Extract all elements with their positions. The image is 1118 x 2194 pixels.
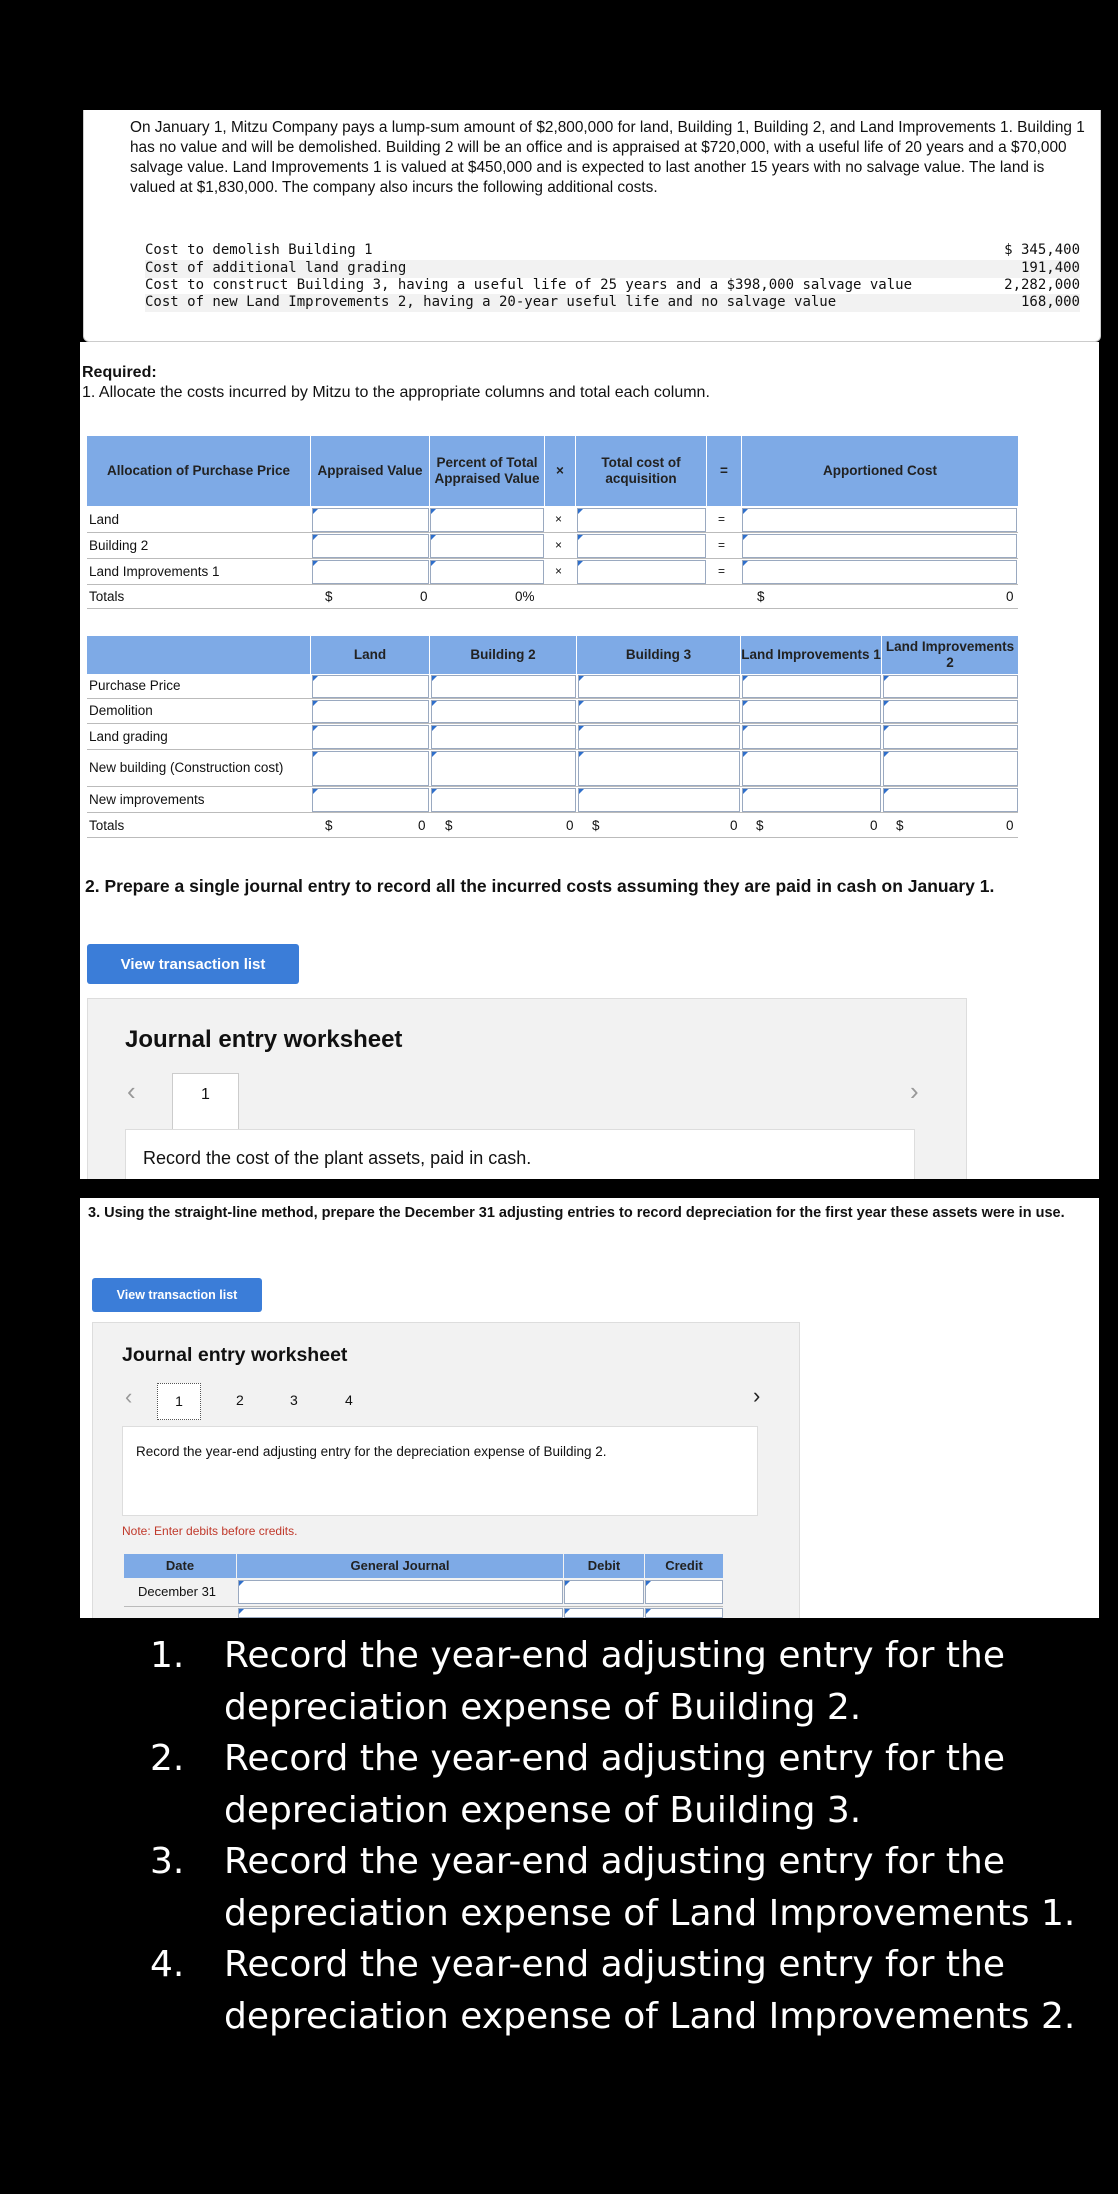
tab-1[interactable]: 1: [157, 1383, 201, 1420]
part1-prompt: 1. Allocate the costs incurred by Mitzu to the appropriate columns and total each column.: [82, 384, 710, 401]
instruction-text: Record the cost of the plant assets, paid in cash.: [143, 1148, 532, 1168]
cost-label: Cost of additional land grading: [145, 260, 407, 276]
cost-row: [145, 294, 1080, 312]
view-transaction-list-button[interactable]: View transaction list: [87, 944, 299, 984]
debit-input[interactable]: [564, 1608, 644, 1618]
cost-header-land-improvements2: Land Improvements 2: [882, 636, 1018, 674]
cost-cell-input[interactable]: [431, 788, 576, 812]
chevron-left-icon[interactable]: ‹: [127, 1076, 136, 1106]
cost-cell-input[interactable]: [742, 788, 881, 812]
totals-percent: 0%: [515, 589, 535, 604]
total-cost-input[interactable]: [577, 534, 706, 558]
totals-currency: $: [325, 589, 333, 604]
cost-row-label: Totals: [89, 818, 125, 833]
cost-cell-input[interactable]: [431, 751, 576, 786]
percent-input[interactable]: [430, 560, 544, 584]
alloc-header-apportioned: Apportioned Cost: [742, 436, 1018, 506]
alloc-header-label: Allocation of Purchase Price: [87, 436, 310, 506]
alloc-row-label: Totals: [89, 589, 125, 604]
alloc-header-total-cost: Total cost of acquisition: [576, 436, 706, 506]
cost-cell-input[interactable]: [883, 675, 1018, 698]
debit-input[interactable]: [564, 1580, 644, 1604]
cost-header-building3: Building 3: [577, 636, 740, 674]
journal-date: December 31: [138, 1584, 217, 1599]
view-transaction-list-button[interactable]: View transaction list: [92, 1278, 262, 1312]
tab-4[interactable]: 4: [345, 1392, 353, 1408]
account-input[interactable]: [238, 1580, 563, 1604]
cost-header-land-improvements1: Land Improvements 1: [741, 636, 881, 674]
journal-header-credit: Credit: [645, 1554, 723, 1578]
alloc-header-appraised: Appraised Value: [311, 436, 429, 506]
cost-cell-input[interactable]: [883, 700, 1018, 723]
totals-appraised-value: 0: [420, 589, 428, 604]
times-symbol: ×: [555, 512, 563, 526]
cost-header-building2: Building 2: [430, 636, 576, 674]
required-heading: Required:: [82, 364, 157, 381]
cost-header-blank: [87, 636, 310, 674]
worksheet-title: Journal entry worksheet: [125, 1026, 403, 1053]
cost-cell-input[interactable]: [742, 751, 881, 786]
tab-3[interactable]: 3: [290, 1392, 298, 1408]
totals-value: 0: [566, 818, 574, 833]
chevron-right-icon[interactable]: ›: [910, 1076, 919, 1106]
cost-cell-input[interactable]: [312, 751, 429, 786]
total-cost-input[interactable]: [577, 560, 706, 584]
alloc-header-percent: Percent of Total Appraised Value: [430, 436, 544, 506]
account-input[interactable]: [238, 1608, 563, 1618]
alloc-row-label: Building 2: [89, 538, 149, 553]
equals-symbol: =: [718, 564, 726, 578]
journal-header-general: General Journal: [237, 1554, 563, 1578]
apportioned-cost-input[interactable]: [742, 508, 1017, 532]
cost-cell-input[interactable]: [578, 751, 740, 786]
cost-cell-input[interactable]: [431, 725, 576, 749]
equals-symbol: =: [718, 512, 726, 526]
worksheet-title: Journal entry worksheet: [122, 1344, 348, 1366]
cost-cell-input[interactable]: [742, 700, 881, 723]
totals-value: 0: [870, 818, 878, 833]
cost-label: Cost to demolish Building 1: [145, 242, 373, 258]
cost-amount: $ 345,400: [1004, 242, 1080, 258]
cost-cell-input[interactable]: [883, 725, 1018, 749]
cost-cell-input[interactable]: [578, 725, 740, 749]
cost-row: [145, 242, 1080, 260]
totals-value: 0: [730, 818, 738, 833]
cost-row-label: New improvements: [89, 792, 205, 807]
part3-prompt: 3. Using the straight-line method, prepare the December 31 adjusting entries to record depreciation for the first year these assets were in use.: [88, 1205, 1065, 1221]
cost-row: [145, 260, 1080, 278]
cost-cell-input[interactable]: [883, 751, 1018, 786]
list-item: 1. Record the year-end adjusting entry for the depreciation expense of Building 2.: [150, 1635, 1005, 1728]
cost-row: [145, 277, 1080, 295]
totals-value: 0: [418, 818, 426, 833]
apportioned-cost-input[interactable]: [742, 534, 1017, 558]
totals-currency: $: [757, 589, 765, 604]
list-item: 2. Record the year-end adjusting entry for the depreciation expense of Building 3.: [150, 1738, 1005, 1831]
totals-currency: $: [896, 818, 904, 833]
problem-text: On January 1, Mitzu Company pays a lump-sum amount of $2,800,000 for land, Building 1, Building 2, and Land Improvements 1. Building 1 has no value and will be demolished. Building 2 will be an office and is appraised at $720,000, with a useful life of 20 years and a $70,000 salvage value. Land Improvements 1 is valued at $450,000 and is expected to last another 15 years with no salvage value. The land is valued at $1,830,000. The company also incurs the following additional costs.: [130, 119, 1085, 196]
cost-cell-input[interactable]: [431, 675, 576, 698]
total-cost-input[interactable]: [577, 508, 706, 532]
cost-cell-input[interactable]: [431, 700, 576, 723]
totals-apportioned-value: 0: [1006, 589, 1014, 604]
cost-cell-input[interactable]: [312, 675, 429, 698]
cost-cell-input[interactable]: [578, 675, 740, 698]
cost-row-label: New building (Construction cost): [89, 760, 284, 775]
credit-input[interactable]: [645, 1608, 723, 1618]
part2-prompt: 2. Prepare a single journal entry to record all the incurred costs assuming they are paid in cash on January 1.: [85, 876, 995, 896]
tab-2[interactable]: 2: [236, 1392, 244, 1408]
cost-cell-input[interactable]: [742, 725, 881, 749]
cost-cell-input[interactable]: [578, 788, 740, 812]
alloc-header-times: ×: [545, 436, 575, 506]
totals-currency: $: [756, 818, 764, 833]
totals-value: 0: [1006, 818, 1014, 833]
chevron-left-icon[interactable]: ‹: [125, 1384, 133, 1409]
equals-symbol: =: [718, 538, 726, 552]
cost-amount: 191,400: [1020, 260, 1080, 276]
list-item: 4. Record the year-end adjusting entry for the depreciation expense of Land Improvements 2.: [150, 1944, 1076, 2037]
totals-currency: $: [445, 818, 453, 833]
instruction-text: Record the year-end adjusting entry for the depreciation expense of Building 2.: [136, 1444, 607, 1459]
cost-header-land: Land: [311, 636, 429, 674]
percent-input[interactable]: [430, 534, 544, 558]
tab-1[interactable]: 1: [172, 1073, 239, 1129]
percent-input[interactable]: [430, 508, 544, 532]
totals-currency: $: [592, 818, 600, 833]
cost-row-label: Demolition: [89, 703, 153, 718]
times-symbol: ×: [555, 564, 563, 578]
appraised-value-input[interactable]: [312, 560, 429, 584]
instruction-box: [122, 1426, 758, 1516]
credit-input[interactable]: [645, 1580, 723, 1604]
journal-header-date: Date: [124, 1554, 236, 1578]
cost-cell-input[interactable]: [578, 700, 740, 723]
list-item: 3. Record the year-end adjusting entry for the depreciation expense of Land Improvements 1.: [150, 1841, 1076, 1934]
times-symbol: ×: [555, 538, 563, 552]
alloc-row-label: Land: [89, 512, 120, 527]
appraised-value-input[interactable]: [312, 534, 429, 558]
cost-cell-input[interactable]: [883, 788, 1018, 812]
cost-cell-input[interactable]: [312, 788, 429, 812]
apportioned-cost-input[interactable]: [742, 560, 1017, 584]
cost-label: Cost to construct Building 3, having a useful life of 25 years and a $398,000 salvage value: [145, 277, 913, 293]
cost-cell-input[interactable]: [312, 700, 429, 723]
appraised-value-input[interactable]: [312, 508, 429, 532]
cost-amount: 168,000: [1020, 294, 1080, 310]
cost-cell-input[interactable]: [312, 725, 429, 749]
cost-amount: 2,282,000: [1004, 277, 1080, 293]
cost-label: Cost of new Land Improvements 2, having a 20-year useful life and no salvage value: [145, 294, 837, 310]
alloc-header-equals: =: [707, 436, 741, 506]
chevron-right-icon[interactable]: ›: [753, 1383, 761, 1408]
note-text: Note: Enter debits before credits.: [122, 1524, 298, 1538]
totals-currency: $: [325, 818, 333, 833]
task-list: [150, 1630, 1100, 2042]
cost-row-label: Land grading: [89, 729, 168, 744]
cost-row-label: Purchase Price: [89, 678, 181, 693]
alloc-row-label: Land Improvements 1: [89, 564, 220, 579]
cost-cell-input[interactable]: [742, 675, 881, 698]
journal-header-debit: Debit: [564, 1554, 644, 1578]
